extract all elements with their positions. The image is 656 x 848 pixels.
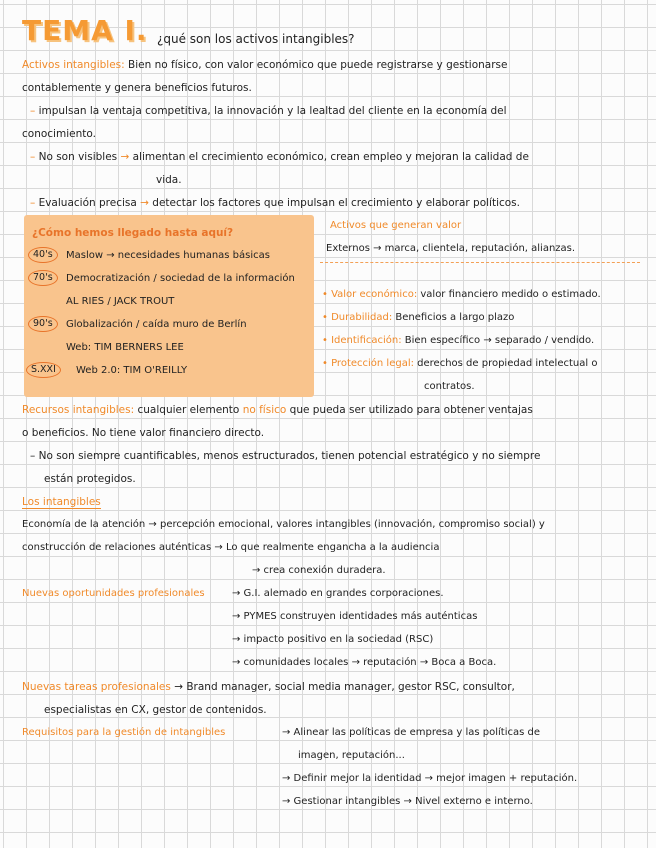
- recursos-line-2: o beneficios. No tiene valor financiero directo.: [22, 427, 265, 439]
- oportunidad-item: → G.I. alemado en grandes corporaciones.: [232, 588, 444, 599]
- requisito-item-cont: imagen, reputación...: [298, 750, 405, 761]
- history-item: Democratización / sociedad de la información: [66, 273, 295, 284]
- intangibles-line-2: construcción de relaciones auténticas → Lo que realmente engancha a la audiencia: [22, 542, 440, 553]
- oportunidad-item: → impacto positivo en la sociedad (RSC): [232, 634, 434, 645]
- intro-line-1: Activos intangibles: Bien no físico, con valor económico que puede registrarse y gestionarse: [22, 59, 508, 71]
- history-item: AL RIES / JACK TROUT: [66, 296, 175, 307]
- intangibles-line-1: Economía de la atención → percepción emocional, valores intangibles (innovación, compromiso social) y: [22, 519, 545, 530]
- recursos-line-3: – No son siempre cuantificables, menos estructurados, tienen potencial estratégico y no siempre: [30, 450, 541, 462]
- oportunidades-label: Nuevas oportunidades profesionales: [22, 588, 205, 599]
- page-subtitle: ¿qué son los activos intangibles?: [157, 32, 355, 46]
- bullet-no-visibles: – No son visibles → alimentan el crecimiento económico, crean empleo y mejoran la calidad de: [30, 151, 529, 163]
- history-heading: ¿Cómo hemos llegado hasta aquí?: [32, 227, 234, 239]
- tareas-line-1: Nuevas tareas profesionales → Brand manager, social media manager, gestor RSC, consultor,: [22, 681, 515, 693]
- activos-externos: Externos → marca, clientela, reputación, alianzas.: [326, 243, 576, 254]
- bullet-impulsan-cont: conocimiento.: [22, 128, 96, 140]
- oportunidad-item: → PYMES construyen identidades más auténticas: [232, 611, 478, 622]
- intangibles-line-3: → crea conexión duradera.: [252, 565, 386, 576]
- prop-valor: • Valor económico: valor financiero medido o estimado.: [322, 289, 601, 300]
- prop-proteccion-cont: contratos.: [424, 381, 475, 392]
- page-title: TEMA I.: [22, 14, 148, 47]
- bullet-impulsan: – impulsan la ventaja competitiva, la innovación y la lealtad del cliente en la economía del: [30, 105, 507, 117]
- history-item: Web 2.0: TIM O'REILLY: [76, 365, 188, 376]
- bullet-evaluacion: – Evaluación precisa → detectar los factores que impulsan el crecimiento y elaborar políticos.: [30, 197, 520, 209]
- decade-badge: S.XXI: [26, 362, 61, 378]
- recursos-line-4: están protegidos.: [44, 473, 136, 485]
- requisitos-label: Requisitos para la gestión de intangibles: [22, 727, 226, 738]
- intro-label: Activos intangibles:: [22, 59, 125, 71]
- requisito-item: → Gestionar intangibles → Nivel externo e interno.: [282, 796, 533, 807]
- intangibles-heading: Los intangibles: [22, 496, 101, 508]
- intro-line-2: contablemente y genera beneficios futuros.: [22, 82, 252, 94]
- requisito-item: → Alinear las políticas de empresa y las políticas de: [282, 727, 541, 738]
- oportunidad-item: → comunidades locales → reputación → Boca a Boca.: [232, 657, 497, 668]
- recursos-line-1: Recursos intangibles: cualquier elemento no físico que pueda ser utilizado para obtener ventajas: [22, 404, 533, 416]
- decade-badge: 70's: [28, 270, 58, 286]
- decade-badge: 40's: [28, 247, 58, 263]
- divider: [320, 262, 640, 263]
- history-item: Web: TIM BERNERS LEE: [66, 342, 184, 353]
- prop-durabilidad: • Durabilidad: Beneficios a largo plazo: [322, 312, 515, 323]
- history-item: Maslow → necesidades humanas básicas: [66, 250, 270, 261]
- prop-identificacion: • Identificación: Bien específico → separado / vendido.: [322, 335, 595, 346]
- activos-heading: Activos que generan valor: [330, 220, 462, 231]
- requisito-item: → Definir mejor la identidad → mejor imagen + reputación.: [282, 773, 578, 784]
- tareas-line-2: especialistas en CX, gestor de contenidos.: [44, 704, 267, 716]
- history-item: Globalización / caída muro de Berlín: [66, 319, 247, 330]
- decade-badge: 90's: [28, 316, 58, 332]
- bullet-no-visibles-cont: vida.: [156, 174, 182, 186]
- prop-proteccion: • Protección legal: derechos de propiedad intelectual o: [322, 358, 598, 369]
